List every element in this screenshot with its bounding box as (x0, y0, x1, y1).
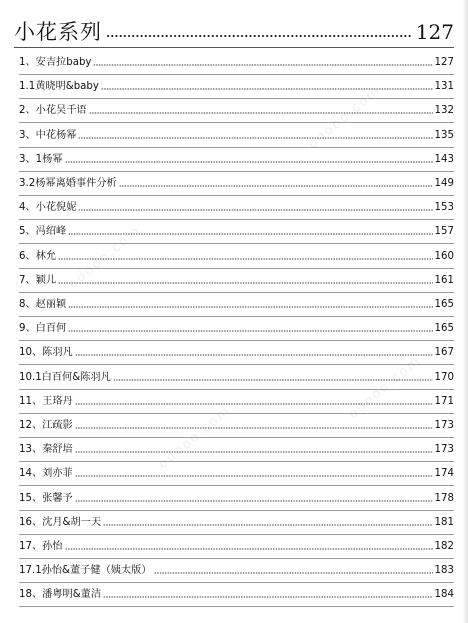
toc-entry-divider (19, 122, 454, 123)
toc-entry-label: 10、陈羽凡 (19, 347, 73, 359)
toc-section-heading[interactable] (14, 14, 454, 46)
toc-entry-page-number: 184 (434, 589, 454, 601)
toc-entry-leader-dots (154, 571, 433, 575)
toc-entry[interactable] (19, 221, 454, 239)
toc-entry-divider (19, 195, 454, 196)
toc-entry-divider (19, 413, 454, 414)
toc-entry[interactable] (19, 294, 454, 312)
toc-entry-leader-dots (68, 329, 432, 333)
toc-entry[interactable] (19, 270, 454, 288)
toc-entry-divider (19, 510, 454, 511)
toc-entry-leader-dots (68, 305, 432, 309)
toc-entry-page-number: 170 (434, 371, 454, 383)
toc-entry-leader-dots (103, 595, 433, 599)
toc-entry-leader-dots (75, 474, 433, 478)
toc-entry-divider (19, 364, 454, 365)
watermark-text: odooo.com (345, 352, 425, 423)
toc-entry-divider (19, 219, 454, 220)
toc-entry-label: 4、小花倪妮 (19, 202, 77, 214)
toc-entry-divider (19, 171, 454, 172)
toc-section-leader-dots (106, 33, 412, 39)
toc-entry-label: 17、孙怡 (19, 541, 63, 552)
toc-entry[interactable] (19, 415, 454, 433)
toc-entry-divider (19, 461, 454, 462)
toc-entry-page-number: 160 (434, 250, 454, 262)
toc-section-page-number: 127 (415, 20, 454, 44)
toc-entry-leader-dots (93, 63, 432, 67)
toc-entry[interactable] (19, 391, 454, 409)
toc-entry-page-number: 182 (434, 541, 454, 552)
toc-entry-page-number: 143 (434, 153, 454, 165)
toc-entry-divider (19, 243, 454, 244)
toc-entry-label: 1.1黄晓明&baby (19, 81, 99, 93)
toc-entry-page-number: 161 (434, 274, 454, 286)
toc-entry-label: 2、小花吴千语 (19, 105, 87, 117)
toc-entry-label: 7、颖儿 (19, 274, 57, 286)
toc-entry[interactable] (19, 488, 454, 506)
toc-entry-label: 12、江疏影 (19, 420, 73, 431)
toc-entry-leader-dots (78, 208, 432, 212)
toc-entry-page-number: 165 (434, 323, 454, 335)
toc-entry-label: 17.1孙怡&董子健（姨太版） (19, 565, 152, 577)
toc-entry-label: 3、中花杨幂 (19, 129, 77, 141)
toc-entry-leader-dots (75, 426, 433, 430)
toc-entry[interactable] (19, 512, 454, 530)
toc-entry-page-number: 127 (434, 57, 454, 68)
toc-entry[interactable] (19, 100, 454, 118)
toc-entry-label: 18、潘粤明&董洁 (19, 589, 102, 601)
toc-entry-label: 15、张馨予 (19, 492, 73, 504)
toc-entry-leader-dots (75, 402, 433, 406)
toc-entry[interactable] (19, 125, 454, 143)
toc-entry-leader-dots (75, 450, 433, 454)
toc-entry-divider (19, 74, 454, 75)
toc-entry-divider (19, 340, 454, 341)
toc-entry-leader-dots (113, 378, 433, 382)
toc-entry-label: 3、1杨幂 (19, 153, 63, 165)
toc-entry-leader-dots (68, 232, 432, 236)
toc-entry-leader-dots (78, 136, 432, 140)
toc-entry-leader-dots (58, 281, 433, 285)
toc-entry-label: 6、林允 (19, 250, 57, 262)
page-edge-shadow (462, 0, 468, 623)
watermark-text: odooo.com (65, 222, 145, 293)
toc-entry[interactable] (19, 367, 454, 385)
toc-entry-leader-dots (65, 547, 433, 551)
toc-entry[interactable] (19, 463, 454, 481)
toc-entry[interactable] (19, 52, 454, 70)
toc-entry-page-number: 178 (434, 492, 454, 504)
toc-entry-divider (19, 147, 454, 148)
toc-entry-page-number: 183 (434, 565, 454, 577)
toc-entry-divider (19, 606, 454, 607)
toc-entry-page-number: 173 (434, 444, 454, 456)
toc-section-divider (14, 47, 454, 48)
toc-entry-page-number: 157 (434, 226, 454, 238)
toc-section-title: 小花系列 (14, 20, 102, 44)
toc-entry-leader-dots (101, 87, 433, 91)
watermark-text: odooo.com (305, 82, 385, 153)
toc-entry-label: 11、王珞丹 (19, 395, 73, 407)
toc-entry[interactable] (19, 173, 454, 191)
toc-entry-label: 10.1白百何&陈羽凡 (19, 371, 111, 383)
toc-entry[interactable] (19, 318, 454, 336)
toc-entry-label: 16、沈月&胡一天 (19, 516, 102, 528)
toc-entry[interactable] (19, 197, 454, 215)
toc-entry[interactable] (19, 246, 454, 264)
toc-entry-page-number: 181 (434, 516, 454, 528)
toc-entry-leader-dots (89, 111, 433, 115)
toc-entry[interactable] (19, 76, 454, 94)
toc-entry-divider (19, 534, 454, 535)
toc-entry-leader-dots (119, 184, 433, 188)
toc-entry-leader-dots (58, 257, 433, 261)
toc-entry-page-number: 153 (434, 202, 454, 214)
toc-entry-divider (19, 485, 454, 486)
toc-entry-label: 3.2杨幂离婚事件分析 (19, 178, 117, 189)
toc-entry[interactable] (19, 439, 454, 457)
toc-entry[interactable] (19, 560, 454, 578)
toc-entry[interactable] (19, 342, 454, 360)
toc-entry-leader-dots (75, 499, 433, 503)
toc-entry-label: 9、白百何 (19, 323, 67, 335)
toc-entry-page-number: 167 (434, 347, 454, 359)
toc-entry[interactable] (19, 536, 454, 554)
toc-entry-divider (19, 582, 454, 583)
toc-entry-page-number: 135 (434, 129, 454, 141)
toc-entry-page-number: 173 (434, 420, 454, 431)
toc-entry-leader-dots (65, 160, 433, 164)
toc-entry-page-number: 171 (434, 395, 454, 407)
toc-entry-page-number: 149 (434, 178, 454, 189)
toc-entry-divider (19, 292, 454, 293)
toc-entry-label: 1、安吉拉baby (19, 57, 92, 68)
toc-entry-label: 5、冯绍峰 (19, 226, 67, 238)
toc-entry-label: 14、刘亦菲 (19, 468, 73, 480)
toc-entry-page-number: 165 (434, 299, 454, 310)
toc-entry-leader-dots (75, 353, 433, 357)
toc-entry-divider (19, 316, 454, 317)
toc-entry-label: 13、秦舒培 (19, 444, 73, 456)
toc-entry-page-number: 174 (434, 468, 454, 480)
toc-entry-divider (19, 268, 454, 269)
toc-entry[interactable] (19, 149, 454, 167)
toc-entry-leader-dots (103, 523, 433, 527)
toc-entry-divider (19, 389, 454, 390)
toc-entry-page-number: 132 (434, 105, 454, 117)
toc-entry-divider (19, 98, 454, 99)
toc-entry-divider (19, 558, 454, 559)
toc-entry-divider (19, 437, 454, 438)
toc-entry-page-number: 131 (434, 81, 454, 93)
toc-entry[interactable] (19, 584, 454, 602)
toc-entry-label: 8、赵丽颖 (19, 299, 67, 310)
